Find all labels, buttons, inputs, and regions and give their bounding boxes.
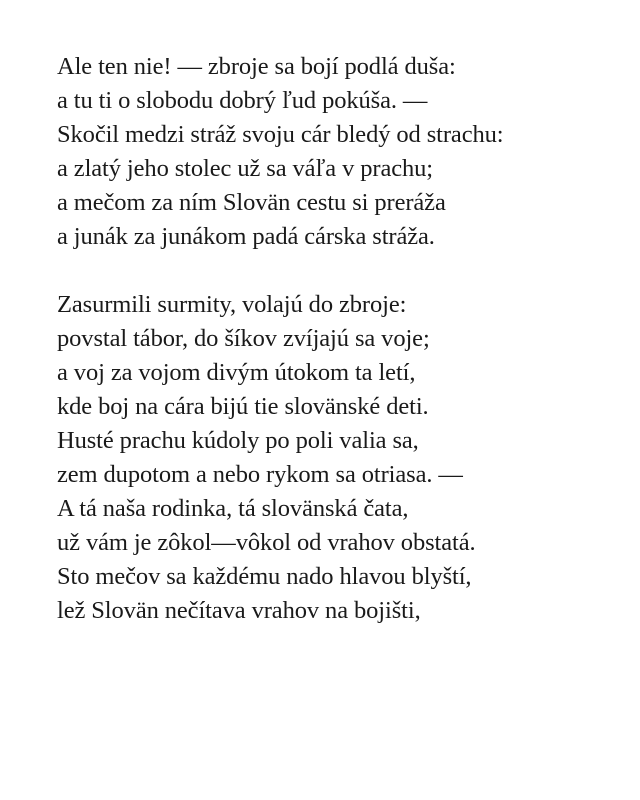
stanza-2 bbox=[57, 288, 617, 628]
poem-line: a zlatý jeho stolec už sa váľa v prachu; bbox=[57, 155, 434, 182]
poem-line: Husté prachu kúdoly po poli valia sa, bbox=[57, 427, 419, 454]
poem-page bbox=[57, 50, 617, 628]
poem-line: a mečom za ním Slovän cestu si preráža bbox=[57, 189, 446, 216]
poem-line: A tá naša rodinka, tá slovänská čata, bbox=[57, 495, 409, 522]
poem-line: zem dupotom a nebo rykom sa otriasa. — bbox=[57, 461, 463, 488]
poem-line: Sto mečov sa každému nado hlavou blyští, bbox=[57, 563, 472, 590]
poem-line: Ale ten nie! — zbroje sa bojí podlá duša: bbox=[57, 53, 456, 80]
poem-line: a voj za vojom divým útokom ta letí, bbox=[57, 359, 416, 386]
poem-line: kde boj na cára bijú tie slovänské deti. bbox=[57, 393, 429, 420]
poem-line: Zasurmili surmity, volajú do zbroje: bbox=[57, 291, 407, 318]
poem-line: Skočil medzi stráž svoju cár bledý od strachu: bbox=[57, 121, 504, 148]
poem-line: a tu ti o slobodu dobrý ľud pokúša. — bbox=[57, 87, 428, 114]
poem-line: a junák za junákom padá cárska stráža. bbox=[57, 223, 435, 250]
stanza-1 bbox=[57, 50, 617, 254]
poem-line: už vám je zôkol—vôkol od vrahov obstatá. bbox=[57, 529, 476, 556]
poem-line: povstal tábor, do šíkov zvíjajú sa voje; bbox=[57, 325, 430, 352]
poem-line: lež Slovän nečítava vrahov na bojišti, bbox=[57, 597, 421, 624]
